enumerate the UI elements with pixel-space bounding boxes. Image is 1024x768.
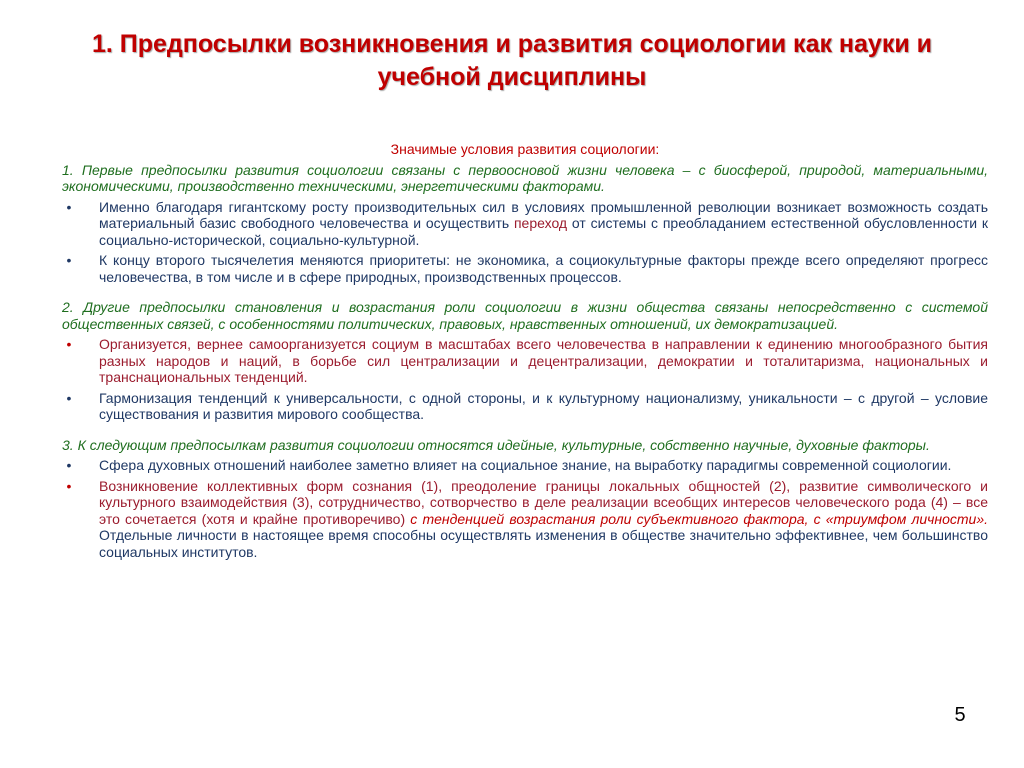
bullet-text: Гармонизация тенденций к универсальности, с одной стороны, и к культурному национализму, уникальности – с другой – условие существования и развития мирового сообщества. [99, 389, 988, 422]
bullet-text: Организуется, вернее самоорганизуется социум в масштабах всего человечества в направлении к единению многообразного бытия разных народов и наций, в борьбе сил централизации и децентрализации, демократии и тоталитаризма, национальных и транснациональных тенденций. [99, 336, 988, 385]
bullet-text: Отдельные личности в настоящее время способны осуществлять изменения в обществе значительно эффективнее, чем большинство социальных институтов. [99, 527, 988, 560]
bullet-emphasis: переход [513, 215, 568, 231]
bullet-icon: • [66, 198, 72, 215]
section-3-intro: 3. К следующим предпосылкам развития социологии относятся идейные, культурные, собственно научные, духовные факторы. [62, 436, 930, 453]
section-3-bullet-2 [62, 478, 988, 561]
bullet-icon: • [66, 477, 72, 494]
section-3-bullet-1 [62, 457, 988, 474]
section-1-bullet-1 [62, 199, 988, 249]
section-1-intro: 1. Первые предпосылки развития социологии связаны с первоосновой жизни человека – с биосферой, природой, материальными, экономическими, производственно техническими, энергетическими факторами. [62, 161, 988, 194]
bullet-text: Именно благодаря гигантскому росту производительных сил в условиях промышленной революции возникает возможность создать материальный базис свободного человечества и осуществить [99, 198, 988, 231]
page-number: 5 [954, 704, 966, 726]
slide-content [62, 141, 988, 564]
section-2-bullet-2 [62, 390, 988, 423]
slide-title: 1. Предпосылки возникновения и развития социологии как науки и учебной дисциплины [91, 30, 933, 91]
bullet-icon: • [66, 252, 72, 268]
bullet-text: от системы с преобладанием естественной обусловленности к социально-исторической, социально-культурной. [99, 215, 988, 248]
section-2-bullet-1 [62, 336, 988, 386]
bullet-emphasis: с тенденцией возрастания роли субъективного фактора, с «триумфом личности». [410, 510, 989, 527]
bullet-icon: • [66, 336, 72, 352]
bullet-text: Сфера духовных отношений наиболее заметно влияет на социальное знание, на выработку парадигмы современной социологии. [99, 457, 952, 473]
section-subtitle: Значимые условия развития социологии: [390, 141, 660, 157]
bullet-icon: • [66, 389, 72, 406]
bullet-text: Возникновение коллективных форм сознания (1), преодоление границы локальных общностей (2), развитие символического и культурного взаимодействия (3), сотрудничество, сотворчество в деле реализации всеобщих интересов человеческого рода (4) – все это сочетается (хотя и крайне противоречиво) [99, 477, 988, 527]
bullet-text: К концу второго тысячелетия меняются приоритеты: не экономика, а социокультурные факторы прежде всего определяют прогресс человечества, в том числе и в сфере природных, производственных процессов. [99, 252, 988, 285]
section-2-intro: 2. Другие предпосылки становления и возрастания роли социологии в жизни общества связаны непосредственно с системой общественных связей, с особенностями политических, правовых, нравственных отношений, их демократизацией. [62, 299, 988, 332]
bullet-icon: • [66, 457, 72, 473]
section-1-bullet-2 [62, 252, 988, 285]
